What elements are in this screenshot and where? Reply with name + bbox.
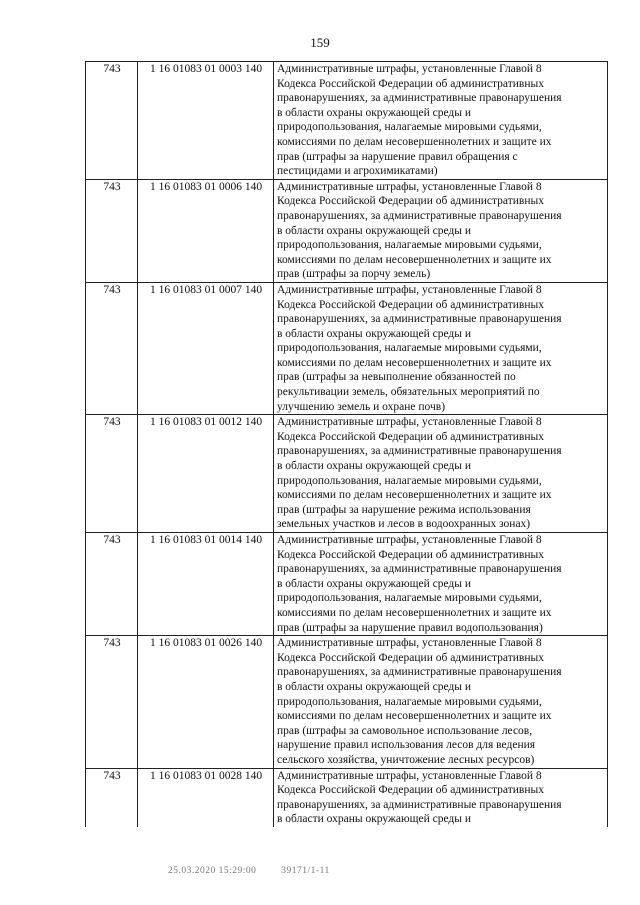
description-line: комиссиями по делам несовершеннолетних и защите их (277, 356, 552, 369)
description-line: Административные штрафы, установленные Главой 8 (277, 180, 542, 193)
revenue-code-cell: 1 16 01083 01 0003 140 (138, 62, 274, 180)
table-row (86, 62, 608, 180)
description-line: прав (штрафы за нарушение правил водопользования) (277, 621, 543, 634)
description-line: прав (штрафы за нарушение правил обращения с (277, 150, 518, 163)
description-line: Кодекса Российской Федерации об административных (277, 77, 544, 90)
footer-stamp (168, 866, 330, 876)
admin-code-cell: 743 (86, 768, 138, 827)
admin-code-cell: 743 (86, 636, 138, 768)
description-line: в области охраны окружающей среды и (277, 813, 472, 826)
description-cell (274, 62, 608, 180)
description-cell (274, 415, 608, 533)
description-line: прав (штрафы за самовольное использование лесов, (277, 724, 533, 737)
description-line: комиссиями по делам несовершеннолетних и защите их (277, 489, 552, 502)
description-line: правонарушениях, за административные правонарушения (277, 798, 562, 811)
description-line: в области охраны окружающей среды и (277, 327, 472, 340)
description-line: прав (штрафы за нарушение режима использования (277, 503, 531, 516)
description-line: комиссиями по делам несовершеннолетних и защите их (277, 606, 552, 619)
table-row (86, 282, 608, 414)
admin-code-cell: 743 (86, 282, 138, 414)
admin-code-cell: 743 (86, 179, 138, 282)
description-line: пестицидами и агрохимикатами) (277, 165, 438, 178)
table-row (86, 415, 608, 533)
table-row (86, 533, 608, 636)
description-line: Административные штрафы, установленные Главой 8 (277, 416, 542, 429)
description-line: Кодекса Российской Федерации об административных (277, 548, 544, 561)
revenue-code-cell: 1 16 01083 01 0006 140 (138, 179, 274, 282)
description-line: правонарушениях, за административные правонарушения (277, 313, 562, 326)
table-row (86, 179, 608, 282)
revenue-code-cell: 1 16 01083 01 0007 140 (138, 282, 274, 414)
description-line: в области охраны окружающей среды и (277, 460, 472, 473)
description-line: природопользования, налагаемые мировыми судьями, (277, 592, 542, 605)
description-line: правонарушениях, за административные правонарушения (277, 92, 562, 105)
admin-code-cell: 743 (86, 62, 138, 180)
description-line: правонарушениях, за административные правонарушения (277, 209, 562, 222)
description-line: комиссиями по делам несовершеннолетних и защите их (277, 135, 552, 148)
description-cell (274, 282, 608, 414)
description-line: в области охраны окружающей среды и (277, 680, 472, 693)
revenue-code-cell: 1 16 01083 01 0028 140 (138, 768, 274, 827)
description-cell (274, 636, 608, 768)
description-line: нарушение правил использования лесов для ведения (277, 739, 536, 752)
description-line: правонарушениях, за административные правонарушения (277, 445, 562, 458)
description-line: комиссиями по делам несовершеннолетних и защите их (277, 253, 552, 266)
description-line: Административные штрафы, установленные Главой 8 (277, 637, 542, 650)
description-cell (274, 768, 608, 827)
description-line: Административные штрафы, установленные Главой 8 (277, 534, 542, 546)
description-line: правонарушениях, за административные правонарушения (277, 666, 562, 679)
description-line: Кодекса Российской Федерации об административных (277, 651, 544, 664)
description-line: прав (штрафы за порчу земель) (277, 268, 431, 281)
description-line: природопользования, налагаемые мировыми судьями, (277, 474, 542, 487)
description-line: Кодекса Российской Федерации об административных (277, 430, 544, 443)
description-cell (274, 533, 608, 636)
page-number: 159 (310, 35, 330, 50)
description-line: рекультивации земель, обязательных мероприятий по (277, 386, 540, 399)
description-line: комиссиями по делам несовершеннолетних и защите их (277, 710, 552, 723)
table-body (86, 62, 608, 827)
description-line: природопользования, налагаемые мировыми судьями, (277, 121, 542, 134)
description-line: Кодекса Российской Федерации об административных (277, 195, 544, 208)
footer-timestamp: 25.03.2020 15:29:00 (168, 866, 257, 876)
footer-doc-id: 39171/1-11 (281, 866, 330, 876)
description-line: природопользования, налагаемые мировыми судьями, (277, 239, 542, 252)
description-line: природопользования, налагаемые мировыми судьями, (277, 695, 542, 708)
description-line: Кодекса Российской Федерации об административных (277, 298, 544, 311)
budget-classification-table (85, 61, 608, 827)
description-line: Административные штрафы, установленные Главой 8 (277, 63, 542, 75)
description-line: в области охраны окружающей среды и (277, 224, 472, 237)
description-line: Административные штрафы, установленные Главой 8 (277, 283, 542, 296)
description-line: Административные штрафы, установленные Главой 8 (277, 769, 542, 782)
description-line: улучшению земель и охране почв) (277, 400, 446, 413)
description-line: в области охраны окружающей среды и (277, 106, 472, 119)
description-line: сельского хозяйства, уничтожение лесных ресурсов) (277, 753, 535, 766)
admin-code-cell: 743 (86, 533, 138, 636)
description-line: прав (штрафы за невыполнение обязанностей по (277, 371, 516, 384)
description-line: в области охраны окружающей среды и (277, 577, 472, 590)
table-row (86, 636, 608, 768)
description-line: природопользования, налагаемые мировыми судьями, (277, 342, 542, 355)
description-line: земельных участков и лесов в водоохранных зонах) (277, 518, 531, 531)
revenue-code-cell: 1 16 01083 01 0012 140 (138, 415, 274, 533)
admin-code-cell: 743 (86, 415, 138, 533)
description-line: Кодекса Российской Федерации об административных (277, 784, 544, 797)
description-line: правонарушениях, за административные правонарушения (277, 563, 562, 576)
revenue-code-cell: 1 16 01083 01 0026 140 (138, 636, 274, 768)
table-row (86, 768, 608, 827)
revenue-code-cell: 1 16 01083 01 0014 140 (138, 533, 274, 636)
description-cell (274, 179, 608, 282)
